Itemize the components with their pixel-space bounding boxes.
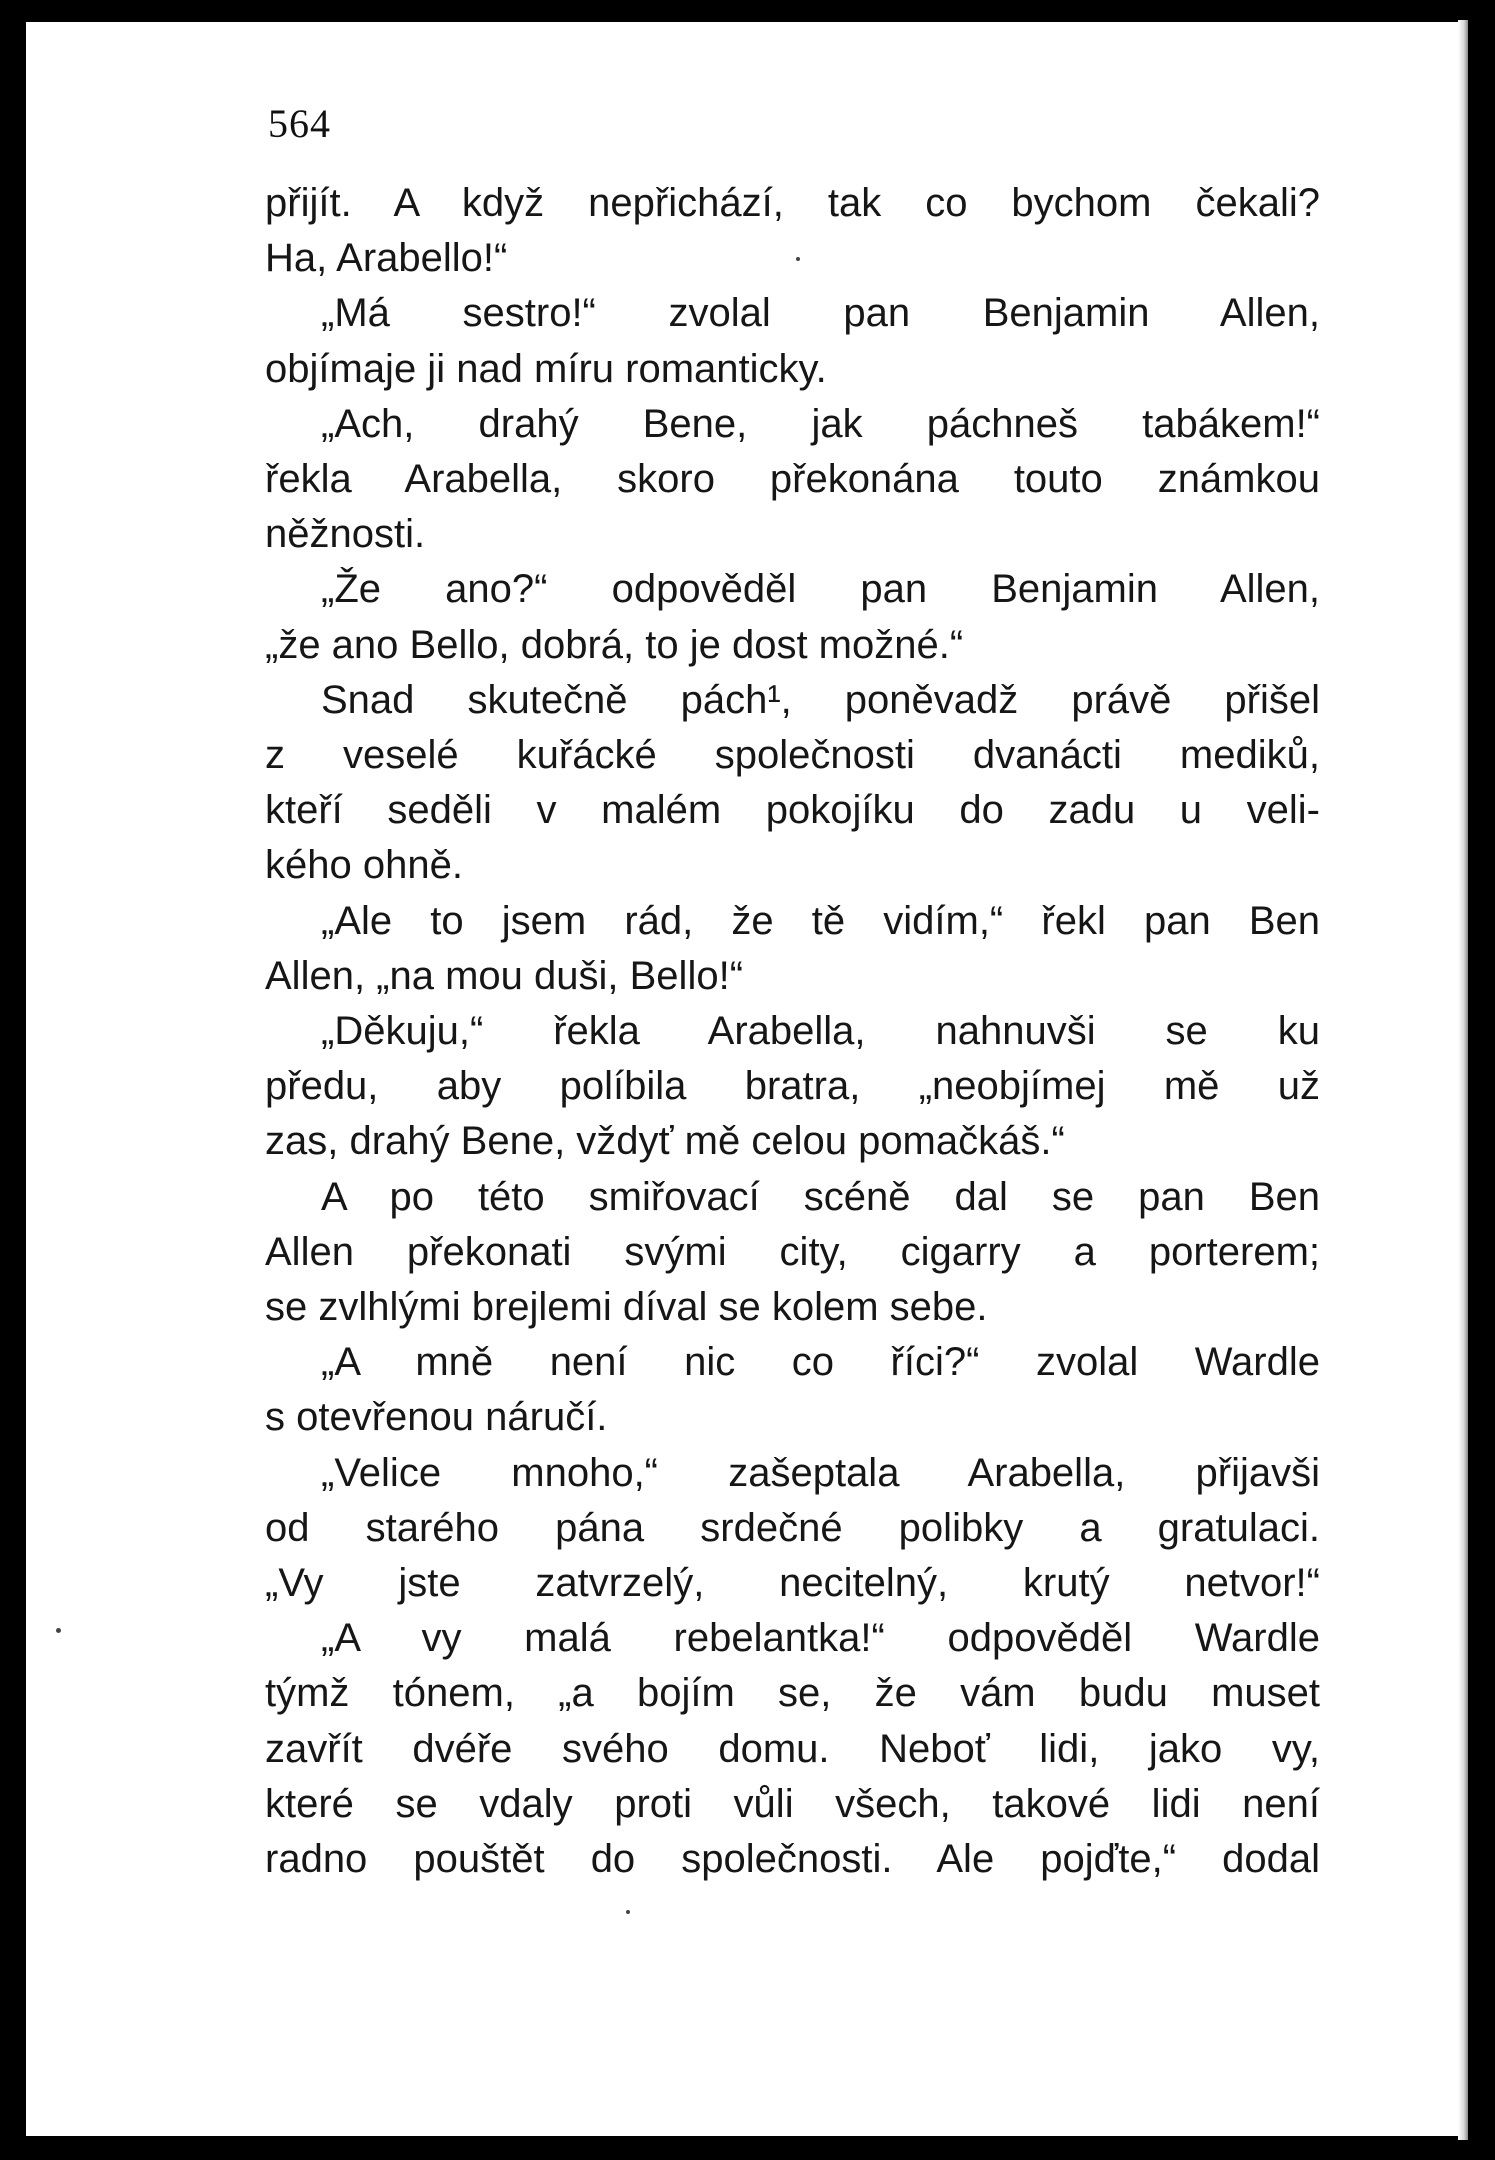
text-line: „Velice mnoho,“ zašeptala Arabella, přijavši [321,1450,1320,1495]
body-text [265,176,1320,1887]
page-number: 564 [268,101,331,146]
text-line: přijít. A když nepřichází, tak co bychom čekali? [265,181,1320,225]
text-line: radno pouštět do společnosti. Ale pojďte,“ dodal [265,1837,1320,1882]
text-line: které se vdaly proti vůli všech, takové lidi není [265,1781,1320,1826]
text-line: A po této smiřovací scéně dal se pan Ben [321,1174,1320,1219]
page-edge-shadow [1458,20,1468,2140]
text-line: „že ano Bello, dobrá, to je dost možné.“ [265,622,964,667]
text-line: „Ale to jsem rád, že tě vidím,“ řekl pan Ben [321,898,1320,943]
text-line: z veselé kuřácké společnosti dvanácti mediků, [265,733,1320,778]
text-line: Allen, „na mou duši, Bello!“ [265,953,744,998]
text-line: „Že ano?“ odpověděl pan Benjamin Allen, [321,567,1320,612]
text-line: s otevřenou náručí. [265,1395,608,1440]
dust-speck [796,257,800,261]
text-line: Ha, Arabello!“ [265,236,508,281]
text-line: „Vy jste zatvrzelý, necitelný, krutý netvor!“ [265,1561,1320,1606]
text-line: objímaje ji nad míru romanticky. [265,346,827,391]
text-line: Allen překonati svými city, cigarry a porterem; [265,1229,1320,1274]
text-line: kého ohně. [265,843,463,888]
dust-speck [626,1910,630,1914]
text-line: zas, drahý Bene, vždyť mě celou pomačkáš.“ [265,1119,1065,1164]
text-line: „Děkuju,“ řekla Arabella, nahnuvši se ku [321,1009,1320,1054]
text-line: „A vy malá rebelantka!“ odpověděl Wardle [321,1616,1320,1661]
text-line: týmž tónem, „a bojím se, že vám budu muset [265,1671,1320,1716]
dust-speck [56,1628,61,1633]
text-line: od starého pána srdečné polibky a gratulaci. [265,1505,1320,1550]
text-line: „Má sestro!“ zvolal pan Benjamin Allen, [321,291,1320,336]
text-line: se zvlhlými brejlemi díval se kolem sebe. [265,1285,988,1330]
text-line: „Ach, drahý Bene, jak páchneš tabákem!“ [321,401,1320,446]
text-line: předu, aby políbila bratra, „neobjímej mě už [265,1064,1320,1109]
text-line: kteří seděli v malém pokojíku do zadu u veli- [265,788,1320,833]
text-line: „A mně není nic co říci?“ zvolal Wardle [321,1340,1320,1385]
text-line: Snad skutečně pách¹, poněvadž právě přišel [321,677,1320,722]
text-line: řekla Arabella, skoro překonána touto známkou [265,457,1320,502]
text-line: zavřít dvéře svého domu. Neboť lidi, jako vy, [265,1726,1320,1771]
text-line: něžnosti. [265,512,426,557]
